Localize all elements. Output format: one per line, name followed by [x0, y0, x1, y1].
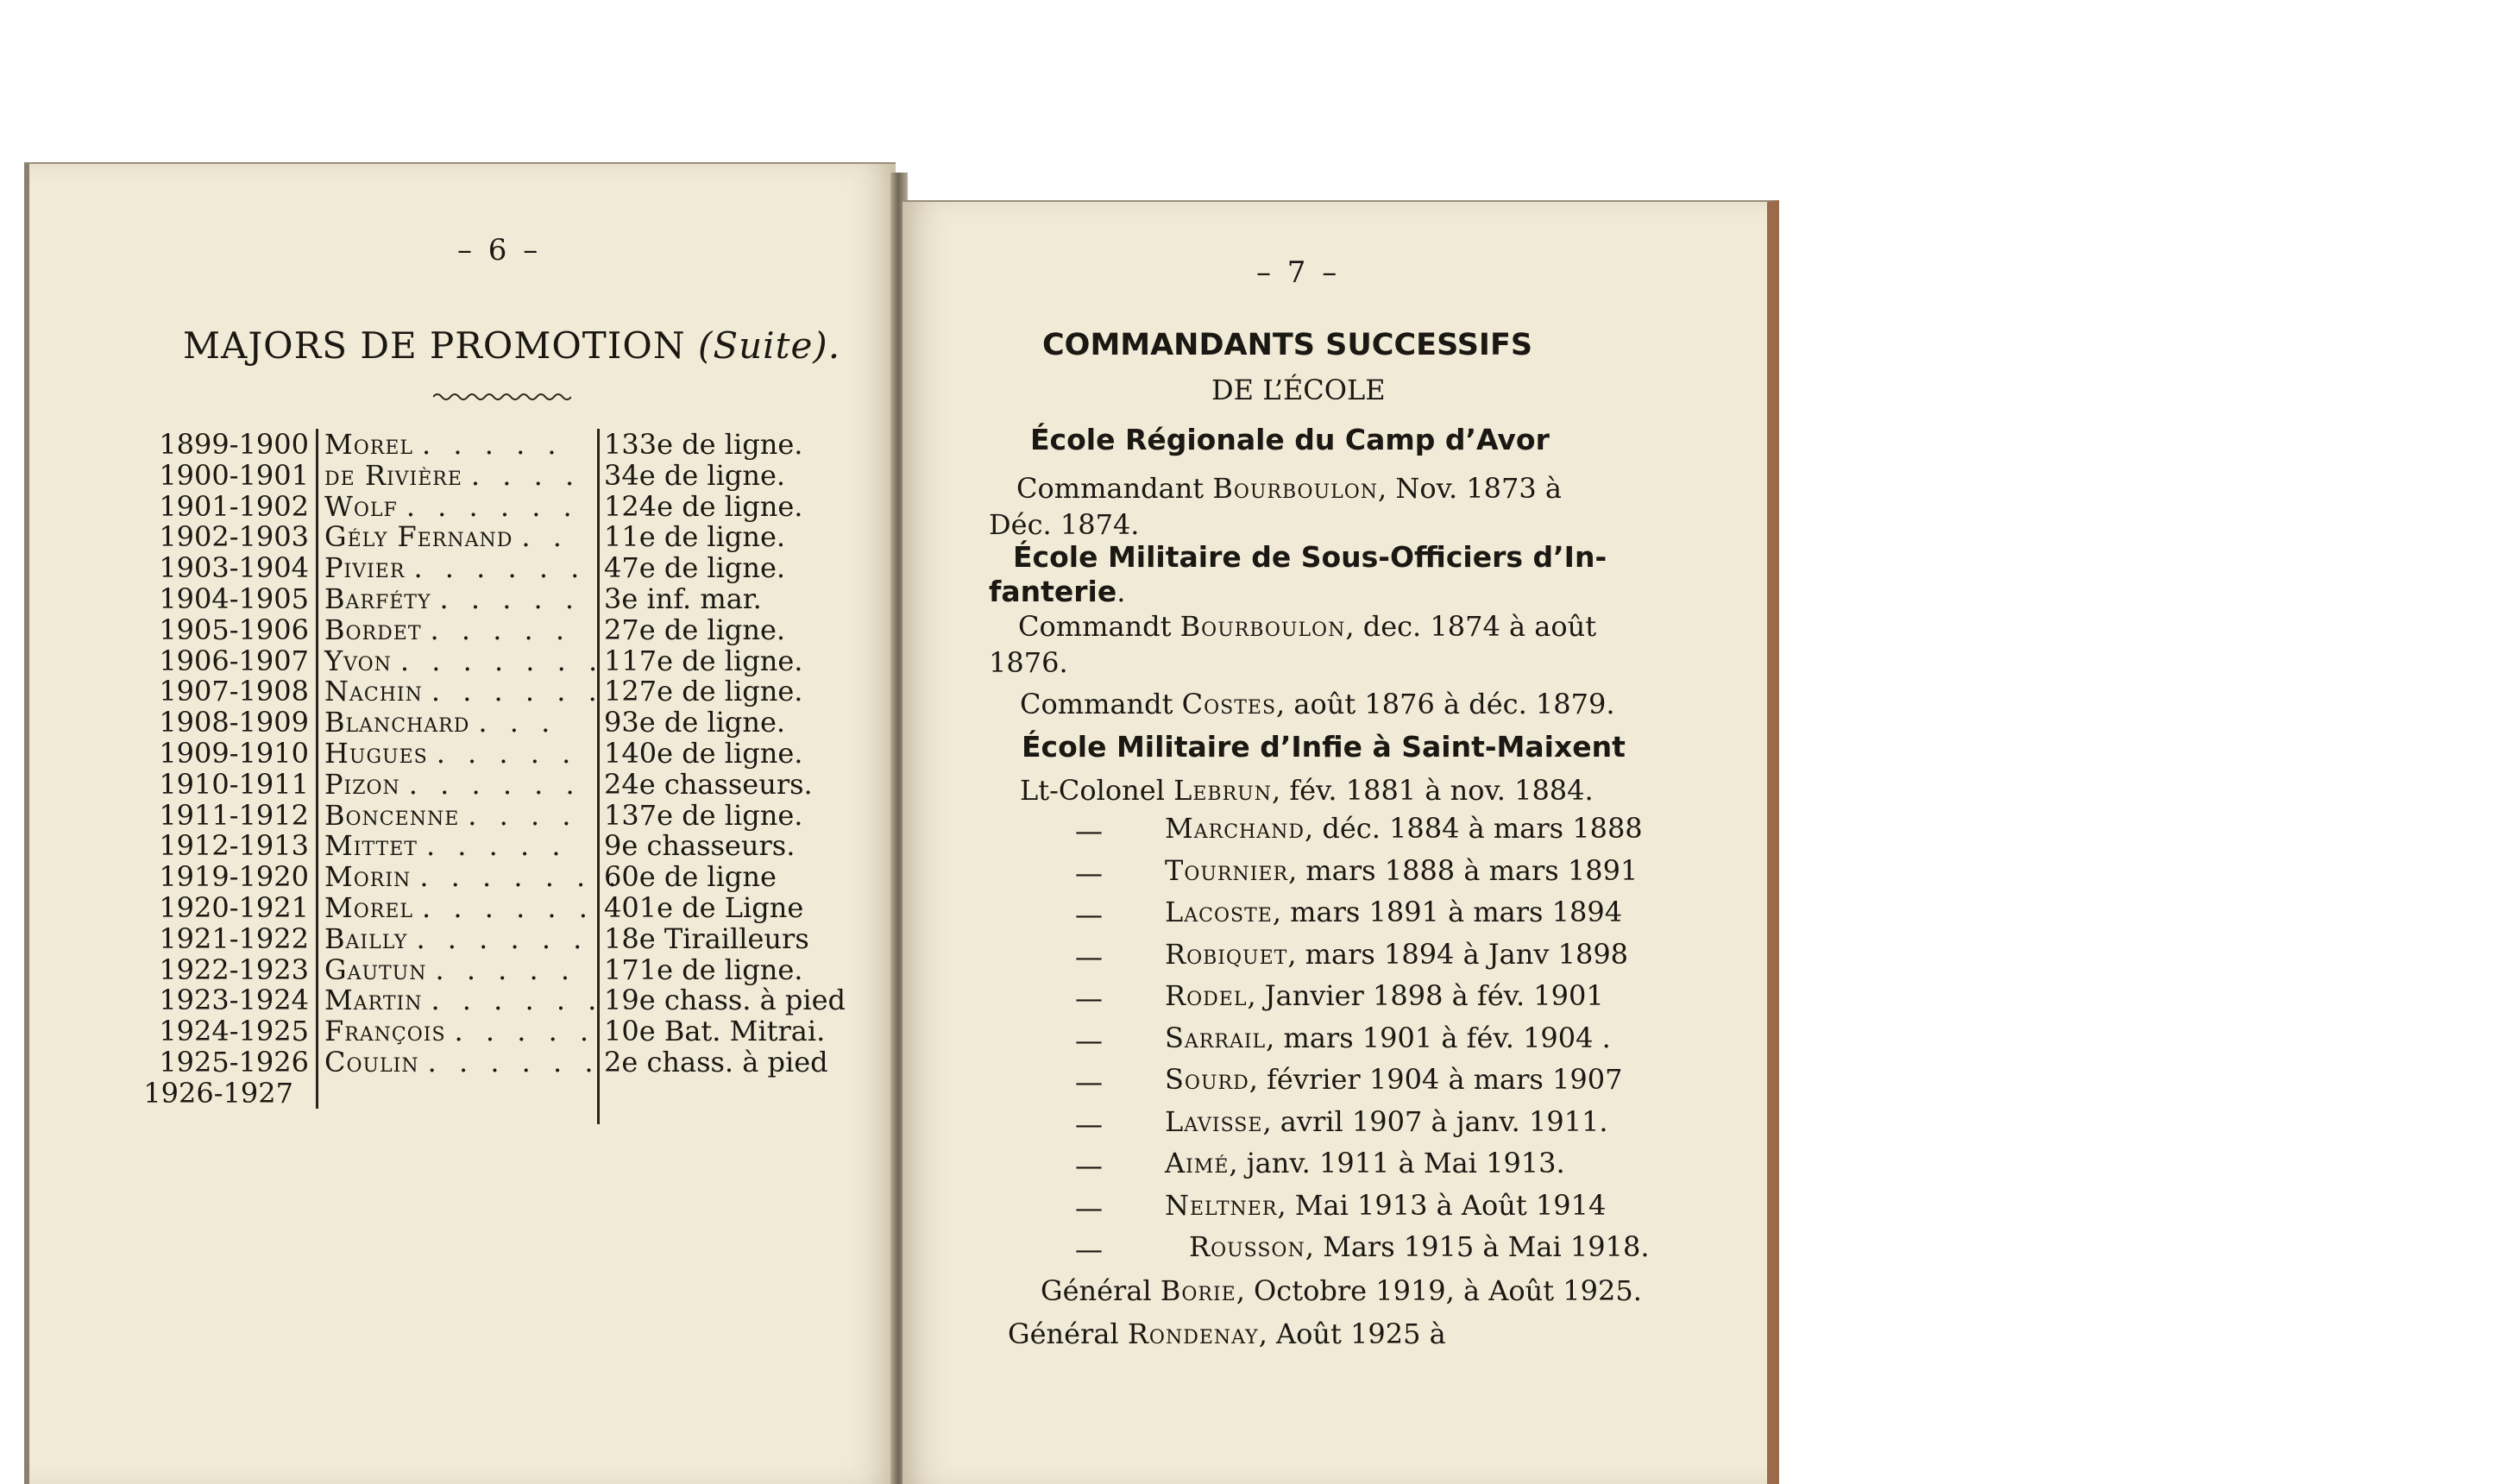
commander-3 — [1020, 687, 1615, 721]
promotion-year: 1919-1920 — [159, 860, 309, 894]
commander-dates: , mars 1894 à Janv 1898 — [1287, 937, 1629, 971]
ditto-dash: — — [1075, 940, 1103, 973]
leader-dots: . . . . . — [422, 428, 563, 461]
major-name-text: Pizon — [324, 767, 400, 801]
major-name-text: Nachin — [324, 675, 423, 708]
commander-name: Sourd — [1165, 1063, 1249, 1096]
commander-entry — [1165, 811, 1643, 846]
major-name-text: Yvon — [324, 644, 392, 677]
major-name — [324, 954, 576, 985]
leader-dots: . . . . . . — [427, 1046, 601, 1078]
section-camp-avor: École Régionale du Camp d’Avor — [1030, 423, 1550, 456]
leader-dots: . . . . . . — [416, 921, 589, 955]
major-name-text: Gély Fernand — [324, 520, 513, 554]
cmd2-dates: , dec. 1874 à août — [1345, 610, 1597, 643]
promotion-year: 1921-1922 — [159, 921, 309, 955]
commander-2-line1 — [1018, 609, 1596, 644]
leader-dots: . . . . . — [454, 1015, 596, 1048]
leader-dots: . . . — [478, 706, 557, 739]
commander-dates: , avril 1907 à janv. 1911. — [1262, 1104, 1608, 1138]
major-name-text: Mittet — [324, 829, 418, 863]
ditto-dash: — — [1075, 1191, 1103, 1224]
regiment: 18e Tirailleurs — [604, 921, 809, 955]
promotion-year: 1925-1926 — [159, 1046, 309, 1078]
leader-dots: . . . . . . — [422, 891, 594, 924]
title-suffix: (Suite). — [697, 324, 841, 367]
regiment: 3e inf. mar. — [604, 582, 762, 615]
major-name-text: Morel — [324, 891, 414, 924]
cmd4-rank: Lt-Colonel — [1020, 774, 1174, 807]
regiment: 24e chasseurs. — [604, 767, 813, 801]
major-name — [324, 923, 588, 954]
regiment: 2e chass. à pied — [604, 1046, 828, 1078]
regiment: 9e chasseurs. — [604, 829, 796, 863]
ditto-dash: — — [1075, 898, 1103, 931]
ditto-dash: — — [1075, 1233, 1103, 1266]
leader-dots: . . . . . — [439, 582, 582, 615]
ditto-dash: — — [1075, 1107, 1103, 1141]
commander-entry — [1165, 1021, 1611, 1055]
commander-name: Aimé — [1165, 1147, 1230, 1179]
major-name-text: Bailly — [324, 921, 408, 955]
major-name — [324, 984, 603, 1016]
major-name — [324, 769, 582, 800]
leader-dots: . . . . — [470, 458, 582, 492]
commander-name: Lacoste — [1165, 896, 1273, 928]
commander-dates: , mars 1891 à mars 1894 — [1272, 896, 1623, 928]
major-name-text: Hugues — [324, 737, 428, 770]
commander-entry — [1189, 1229, 1650, 1264]
commander-name: Rodel — [1165, 979, 1248, 1012]
leader-dots: . . . . . — [425, 829, 568, 863]
major-name — [324, 1078, 333, 1109]
commander-name: Marchand — [1165, 812, 1305, 845]
general2-name: Rondenay — [1127, 1317, 1259, 1350]
major-name-text: Boncenne — [324, 798, 460, 832]
ditto-dash: — — [1075, 1023, 1103, 1057]
page-title-left — [183, 324, 840, 367]
commander-1-line2: Déc. 1874. — [989, 508, 1140, 541]
major-name-text: Coulin — [324, 1046, 419, 1078]
major-name-text: Martin — [324, 984, 423, 1017]
promotion-year: 1909-1910 — [159, 737, 309, 770]
ditto-dash: — — [1075, 856, 1103, 890]
promotion-year: 1920-1921 — [159, 891, 309, 924]
leader-dots: . . . . . . — [406, 489, 579, 523]
leader-dots: . . . . . . — [431, 675, 604, 708]
ditto-dash: — — [1075, 982, 1103, 1015]
major-name — [324, 861, 624, 892]
general1-rank: Général — [1041, 1274, 1161, 1307]
leader-dots: . . . . . — [430, 613, 572, 646]
commander-entry — [1165, 978, 1604, 1013]
promotion-year: 1911-1912 — [159, 798, 309, 832]
leader-dots: . . . . . — [435, 953, 577, 986]
page-number-right: – 7 – — [1256, 255, 1341, 290]
promotion-year: 1908-1909 — [159, 706, 309, 739]
regiment: 124e de ligne. — [604, 489, 803, 523]
regiment: 133e de ligne. — [604, 428, 803, 461]
commander-entry — [1165, 895, 1622, 929]
section-sous-officiers-b — [989, 575, 1125, 609]
commander-entry — [1165, 1062, 1622, 1097]
cmd1-rank: Commandant — [1016, 472, 1213, 505]
commander-entry — [1165, 937, 1628, 972]
leader-dots: . . . . . . . — [399, 644, 605, 677]
regiment: 93e de ligne. — [604, 706, 786, 739]
major-name — [324, 676, 604, 707]
major-name-text: de Rivière — [324, 458, 462, 492]
major-name — [324, 645, 604, 676]
regiment: 127e de ligne. — [604, 675, 803, 708]
major-name — [324, 429, 563, 460]
general1-name: Borie — [1160, 1274, 1236, 1307]
major-name-text: Blanchard — [324, 706, 470, 739]
major-name-text: Morel — [324, 428, 414, 461]
regiment: 137e de ligne. — [604, 798, 803, 832]
right-title-line2: DE L’ÉCOLE — [1211, 374, 1386, 406]
promotion-year: 1901-1902 — [159, 489, 309, 523]
commander-name: Lavisse — [1165, 1104, 1263, 1138]
general2-rank: Général — [1008, 1317, 1128, 1350]
general1-dates: , Octobre 1919, à Août 1925. — [1236, 1274, 1642, 1307]
cmd4-name: Lebrun — [1173, 774, 1272, 807]
promotion-year: 1926-1927 — [143, 1076, 293, 1110]
cmd2-name: Bourboulon — [1179, 610, 1346, 643]
commander-entry — [1165, 1104, 1608, 1139]
major-name-text: Pivier — [324, 551, 406, 585]
regiment: 11e de ligne. — [604, 520, 786, 554]
cmd3-name: Costes — [1181, 688, 1277, 720]
regiment: 47e de ligne. — [604, 551, 786, 585]
cmd4-dates: , fév. 1881 à nov. 1884. — [1271, 774, 1594, 807]
major-name — [324, 614, 571, 645]
regiment: 27e de ligne. — [604, 613, 786, 646]
promotion-year: 1923-1924 — [159, 984, 309, 1017]
right-title-line1: COMMANDANTS SUCCESSIFS — [1042, 328, 1533, 362]
leader-dots: . . . . . — [436, 737, 578, 770]
leader-dots: . . . . . . . — [419, 860, 624, 894]
regiment: 171e de ligne. — [604, 953, 803, 986]
promotion-year: 1907-1908 — [159, 675, 309, 708]
major-name — [324, 583, 581, 614]
promotion-year: 1905-1906 — [159, 613, 309, 646]
ornament-squiggle — [433, 390, 571, 404]
leader-dots: . . . . . . — [413, 551, 587, 585]
commander-entry — [1165, 1188, 1606, 1223]
section-saint-maixent: École Militaire d’Infie à Saint-Maixent — [1022, 730, 1626, 764]
commander-dates: , février 1904 à mars 1907 — [1249, 1063, 1623, 1096]
commander-dates: , déc. 1884 à mars 1888 — [1305, 812, 1643, 845]
commander-dates: , janv. 1911 à Mai 1913. — [1229, 1147, 1565, 1179]
commander-4 — [1020, 773, 1594, 808]
promotion-year: 1900-1901 — [159, 458, 309, 492]
commander-name: Robiquet — [1165, 937, 1288, 971]
leader-dots: . . . . — [468, 798, 578, 832]
commander-dates: , mars 1888 à mars 1891 — [1288, 853, 1639, 887]
commander-entry — [1165, 853, 1638, 888]
commander-dates: , Janvier 1898 à fév. 1901 — [1247, 979, 1604, 1012]
major-name — [324, 830, 568, 861]
major-name-text: Barféty — [324, 582, 431, 615]
major-name — [324, 1047, 601, 1078]
promotion-year: 1902-1903 — [159, 520, 309, 554]
cmd1-dates: , Nov. 1873 à — [1378, 472, 1562, 505]
major-name-text: Morin — [324, 860, 412, 894]
ditto-dash: — — [1075, 1066, 1103, 1098]
commander-entry — [1165, 1146, 1565, 1180]
major-name — [324, 707, 557, 738]
ditto-dash: — — [1075, 814, 1103, 847]
commander-name: Tournier — [1165, 853, 1289, 887]
leader-dots: . . . . . . — [408, 767, 582, 801]
page-number-left: – 6 – — [457, 233, 542, 267]
major-name — [324, 892, 594, 923]
promotion-year: 1899-1900 — [159, 428, 309, 461]
leader-dots: . . . . . . — [431, 984, 604, 1017]
leader-dots: . . — [521, 520, 569, 554]
commander-dates: , Mai 1913 à Août 1914 — [1277, 1188, 1607, 1222]
section-sous-officiers-a: École Militaire de Sous-Officiers d’In- — [1013, 540, 1607, 574]
major-name — [324, 460, 581, 491]
promotion-year: 1903-1904 — [159, 551, 309, 585]
cmd3-rank: Commandt — [1020, 688, 1182, 720]
promotion-year: 1906-1907 — [159, 644, 309, 677]
title-text: MAJORS DE PROMOTION — [183, 324, 686, 367]
major-name-text: Wolf — [324, 489, 398, 523]
table-divider-2 — [597, 429, 600, 1124]
regiment: 117e de ligne. — [604, 644, 803, 677]
regiment: 10e Bat. Mitrai. — [604, 1015, 826, 1048]
major-name-text: Gautun — [324, 953, 427, 986]
general-borie — [1041, 1273, 1642, 1308]
major-name-text: François — [324, 1015, 446, 1048]
commander-name: Rousson — [1189, 1230, 1305, 1263]
promotion-year: 1924-1925 — [159, 1015, 309, 1048]
cmd3-dates: , août 1876 à déc. 1879. — [1276, 688, 1615, 720]
promotion-year: 1904-1905 — [159, 582, 309, 615]
major-name — [324, 800, 577, 831]
promotion-year: 1912-1913 — [159, 829, 309, 863]
commander-name: Neltner — [1165, 1188, 1278, 1222]
regiment: 60e de ligne — [604, 860, 777, 894]
cmd2-rank: Commandt — [1018, 610, 1180, 643]
regiment: 140e de ligne. — [604, 737, 803, 770]
major-name-text: Bordet — [324, 613, 422, 646]
commander-dates: , Mars 1915 à Mai 1918. — [1305, 1230, 1650, 1263]
promotion-year: 1910-1911 — [159, 767, 309, 801]
regiment: 34e de ligne. — [604, 458, 786, 492]
section2-dot: . — [1116, 575, 1126, 608]
major-name — [324, 521, 569, 552]
major-name — [324, 1016, 595, 1047]
commander-name: Sarrail — [1165, 1021, 1267, 1054]
ditto-dash: — — [1075, 1149, 1103, 1182]
promotion-year: 1922-1923 — [159, 953, 309, 986]
section2-word: fanterie — [989, 575, 1117, 608]
regiment: 401e de Ligne — [604, 891, 804, 924]
cmd1-name: Bourboulon — [1212, 472, 1379, 505]
general2-dates: , Août 1925 à — [1258, 1317, 1446, 1350]
major-name — [324, 491, 579, 522]
major-name — [324, 552, 586, 583]
commander-dates: , mars 1901 à fév. 1904 . — [1266, 1021, 1611, 1054]
regiment: 19e chass. à pied — [604, 984, 846, 1017]
major-name — [324, 738, 577, 769]
general-rondenay — [1008, 1317, 1446, 1351]
table-divider-1 — [316, 429, 318, 1109]
commander-2-line2: 1876. — [989, 646, 1068, 679]
commander-1-line1 — [1016, 471, 1562, 506]
